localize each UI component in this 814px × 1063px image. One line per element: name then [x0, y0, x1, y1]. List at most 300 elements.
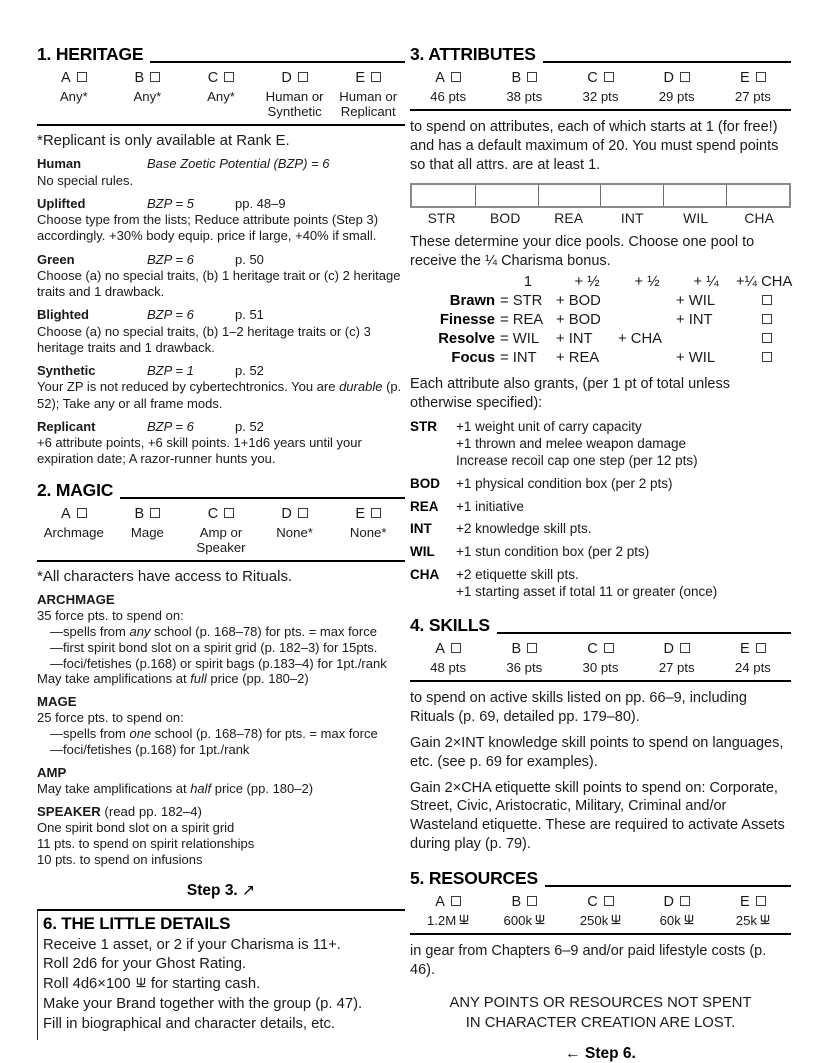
currency-icon — [535, 914, 545, 926]
grant-int — [410, 521, 791, 538]
magic-rank-d-value: None* — [276, 524, 313, 540]
attributes-title: 3. ATTRIBUTES — [410, 44, 536, 64]
magic-speaker — [37, 804, 405, 868]
archmage-heading: ARCHMAGE — [37, 591, 115, 607]
heritage-rank-a-checkbox[interactable] — [77, 72, 87, 82]
attribute-input-box-cha[interactable] — [726, 185, 789, 206]
pool-header-1: 1 — [523, 274, 533, 291]
skills-rank-e-value: 24 pts — [734, 659, 771, 675]
item-italic-text: one — [129, 726, 152, 742]
amp-heading: AMP — [37, 765, 67, 780]
speaker-line: One spirit bond slot on a spirit grid — [37, 820, 235, 836]
magic-amp — [37, 765, 405, 797]
heritage-rank-e-checkbox[interactable] — [371, 72, 381, 82]
rank-letter-b — [486, 889, 562, 911]
pool-resolve-cha-checkbox[interactable] — [762, 333, 772, 343]
heritage-desc: +6 attribute points, +6 skill points. 1+1d6 years until your expiration date; A razor-runner hunts you. — [37, 435, 362, 467]
rank-letter-a — [410, 65, 486, 87]
speaker-heading-label: SPEAKER — [37, 803, 101, 819]
heritage-rank-b-value: Any* — [133, 89, 162, 104]
attribute-input-row — [410, 183, 791, 208]
pool-finesse-cha-checkbox[interactable] — [762, 314, 772, 324]
step-6-note — [410, 1045, 791, 1063]
grant-rea — [410, 499, 791, 516]
magic-rank-a-value: Archmage — [43, 524, 104, 540]
rank-letter-label: D — [663, 640, 674, 657]
item-text: school (p. 168–78) for pts. = max force — [150, 623, 377, 639]
rank-letter-label: C — [207, 70, 219, 86]
magic-rank-e-value: None* — [349, 524, 387, 540]
skills-rank-a-checkbox[interactable] — [451, 643, 461, 653]
attribute-input-box-rea[interactable] — [538, 185, 601, 206]
step-3-label: Step 3. — [186, 881, 238, 899]
skills-paragraph-3: Gain 2×CHA etiquette skill points to spend on: Corporate, Street, Civic, Aristocratic, Military, Criminal and/or Wasteland etiquette. These are required to activate Assets during play (p. 79). — [410, 779, 785, 853]
skills-rank-c-checkbox[interactable] — [604, 643, 614, 653]
pool-focus-c2: + REA — [556, 350, 600, 367]
grant-line: +1 physical condition box (per 2 pts) — [456, 475, 673, 491]
resources-paragraph: in gear from Chapters 6–9 and/or paid lifestyle costs (p. 46). — [410, 943, 767, 978]
attribute-label-cha: CHA — [744, 210, 775, 226]
grant-label-rea: REA — [410, 498, 439, 514]
attributes-rank-b-value: 38 pts — [506, 89, 543, 104]
rank-letter-label: C — [587, 640, 598, 657]
item-text: May take amplifications at — [37, 671, 191, 687]
magic-rank-e-checkbox[interactable] — [371, 508, 381, 518]
rank-letter-label: D — [663, 893, 674, 910]
grant-line: +1 thrown and melee weapon damage — [456, 435, 687, 451]
heritage-footnote: *Replicant is only available at Rank E. — [37, 132, 290, 150]
heritage-bzp: BZP = 1 — [147, 363, 194, 379]
grants-intro: Each attribute also grants, (per 1 pt of total unless otherwise specified): — [410, 376, 730, 412]
pool-finesse-c1: = REA — [500, 312, 544, 329]
pool-resolve-c3: + CHA — [618, 331, 662, 348]
grant-bod — [410, 476, 791, 493]
attribute-label-int: INT — [620, 210, 644, 226]
heritage-title: 1. HERITAGE — [37, 44, 144, 64]
rank-letter-a — [37, 501, 111, 523]
pool-header-quarter-cha: +¼ CHA — [736, 274, 793, 291]
rank-letter-d — [639, 65, 715, 87]
pool-finesse-c3 — [618, 311, 676, 330]
little-details-line: Make your Brand together with the group (p. 47). — [43, 996, 363, 1013]
heritage-rank-d-checkbox[interactable] — [298, 72, 308, 82]
rank-letter-label: D — [281, 70, 292, 86]
heading-rule — [545, 885, 791, 887]
heritage-desc — [37, 379, 405, 412]
rank-letter-e — [715, 65, 791, 87]
rank-letter-c — [184, 501, 258, 523]
heritage-name: Blighted — [37, 307, 89, 323]
pool-focus-checkbox-cell — [736, 349, 791, 368]
resource-amount: 600k — [503, 912, 533, 928]
rank-letter-label: B — [134, 505, 145, 522]
right-column — [410, 44, 791, 1063]
pool-resolve-c2: + INT — [556, 331, 593, 348]
pool-resolve-checkbox-cell — [736, 330, 791, 349]
archmage-item — [37, 624, 405, 640]
pool-brawn-c3 — [618, 292, 676, 311]
rank-letter-label: D — [663, 70, 674, 86]
heritage-rank-c-checkbox[interactable] — [224, 72, 234, 82]
rank-letter-label: A — [435, 893, 445, 910]
heritage-entry-synthetic — [37, 363, 405, 412]
resources-rank-a-value — [410, 911, 486, 933]
rank-letter-e — [715, 889, 791, 911]
grant-cha — [410, 567, 791, 601]
rank-letter-c — [562, 636, 638, 658]
attribute-input-box-wil[interactable] — [663, 185, 726, 206]
rank-letter-b — [111, 501, 185, 523]
currency-icon — [611, 914, 621, 926]
item-text: —spells from — [50, 623, 130, 639]
heritage-page-ref: pp. 48–9 — [235, 195, 286, 211]
attributes-rank-e-value: 27 pts — [734, 89, 771, 104]
attribute-label-bod: BOD — [490, 210, 521, 226]
heritage-page-ref: p. 52 — [235, 363, 264, 379]
attributes-rank-values — [410, 87, 791, 111]
heritage-entry-head — [37, 363, 405, 379]
grant-label-str: STR — [410, 419, 437, 435]
pool-header-spacer — [410, 273, 500, 292]
rank-letter-d — [639, 636, 715, 658]
rank-letter-d — [258, 65, 332, 87]
resources-rank-b-checkbox[interactable] — [527, 896, 537, 906]
heritage-page-ref: p. 51 — [235, 307, 264, 323]
desc-text: (p. 52); Take any or all frame mods. — [37, 379, 402, 411]
mage-item: —foci/fetishes (p.168) for 1pt./rank — [50, 742, 250, 758]
skills-rank-d-value: 27 pts — [658, 659, 695, 675]
item-text: school (p. 168–78) for pts. = max force — [151, 726, 378, 742]
pool-focus-c4: + WIL — [676, 350, 716, 367]
dice-pool-table — [410, 273, 791, 368]
rank-letter-d — [639, 889, 715, 911]
heritage-rank-letters — [37, 65, 405, 87]
skills-paragraph-2: Gain 2×INT knowledge skill points to spend on languages, etc. (see p. 69 for examples). — [410, 734, 784, 770]
heritage-entry-green — [37, 252, 405, 301]
speaker-heading-note: (read pp. 182–4) — [100, 803, 202, 819]
attributes-rank-d-checkbox[interactable] — [680, 72, 690, 82]
grant-str — [410, 419, 791, 470]
skills-rank-b-checkbox[interactable] — [527, 643, 537, 653]
grant-wil — [410, 544, 791, 561]
magic-rank-a-checkbox[interactable] — [77, 508, 87, 518]
magic-mage — [37, 694, 405, 758]
section-resources — [410, 868, 791, 1063]
magic-header — [37, 480, 405, 501]
heritage-desc: Choose (a) no special traits, (b) 1 heritage trait or (c) 2 heritage traits and 1 drawback. — [37, 267, 401, 300]
resources-rank-d-checkbox[interactable] — [680, 896, 690, 906]
heritage-rank-c-value: Any* — [207, 89, 235, 104]
rank-letter-label: B — [511, 70, 522, 86]
magic-rank-values — [37, 523, 405, 562]
attributes-rank-c-value: 32 pts — [582, 89, 619, 104]
heritage-entry-uplifted — [37, 196, 405, 245]
resources-rank-c-value — [562, 911, 638, 933]
rank-letter-label: E — [740, 640, 750, 657]
pool-brawn-cha-checkbox[interactable] — [762, 295, 772, 305]
attribute-input-box-str[interactable] — [412, 185, 475, 206]
rank-letter-label: C — [587, 893, 598, 910]
resource-amount: 25k — [735, 912, 758, 928]
heritage-name: Human — [37, 156, 82, 172]
pool-brawn-checkbox-cell — [736, 292, 791, 311]
cash-text: for starting cash. — [146, 976, 261, 993]
magic-rank-c-checkbox[interactable] — [224, 508, 234, 518]
pool-name-brawn: Brawn — [449, 293, 495, 310]
magic-title: 2. MAGIC — [37, 479, 114, 500]
heritage-desc: Choose (a) no special traits, (b) 1–2 heritage traits or (c) 3 heritage traits and 1 drawback. — [37, 323, 371, 355]
skills-rank-a-value: 48 pts — [430, 659, 467, 675]
warning-line: IN CHARACTER CREATION ARE LOST. — [465, 1015, 736, 1032]
rank-letter-label: A — [60, 70, 71, 86]
resources-rank-b-value — [486, 911, 562, 933]
rank-letter-label: C — [207, 505, 219, 522]
resource-amount: 250k — [579, 912, 609, 928]
pool-header-quarter: + ¼ — [693, 274, 719, 291]
archmage-intro: 35 force pts. to spend on: — [37, 608, 184, 624]
little-details-line: Receive 1 asset, or 2 if your Charisma is 11+. — [43, 936, 341, 953]
resources-header — [410, 868, 791, 889]
resources-rank-letters — [410, 889, 791, 911]
rank-letter-a — [410, 636, 486, 658]
rank-letter-label: D — [281, 505, 292, 522]
resources-title: 5. RESOURCES — [410, 867, 538, 888]
attribute-labels — [410, 211, 791, 226]
little-details-line: Fill in biographical and character details, etc. — [43, 1015, 335, 1032]
little-details-line: Roll 2d6 for your Ghost Rating. — [43, 956, 247, 973]
heritage-page-ref: p. 50 — [235, 251, 264, 267]
resources-rank-a-checkbox[interactable] — [451, 896, 461, 906]
rank-letter-label: E — [740, 70, 750, 86]
heritage-desc: Choose type from the lists; Reduce attribute points (Step 3) accordingly. +30% body equip. price if large, +40% if small. — [37, 212, 379, 244]
grant-line: +1 initiative — [456, 498, 524, 514]
pools-intro: These determine your dice pools. Choose one pool to receive the ¼ Charisma bonus. — [410, 233, 755, 269]
attributes-rank-e-checkbox[interactable] — [756, 72, 766, 82]
heritage-bzp: Base Zoetic Potential (BZP) = 6 — [147, 156, 330, 172]
magic-rank-c-value: Amp or Speaker — [196, 524, 246, 555]
rank-letter-b — [486, 636, 562, 658]
attribute-label-str: STR — [427, 210, 456, 226]
resources-rank-e-checkbox[interactable] — [756, 896, 766, 906]
grant-lines — [456, 419, 698, 470]
section-skills — [410, 615, 791, 854]
attribute-input-box-int[interactable] — [600, 185, 663, 206]
rank-letter-label: E — [355, 505, 366, 522]
currency-icon — [136, 977, 146, 989]
attributes-header — [410, 44, 791, 65]
grant-label-bod: BOD — [410, 475, 440, 491]
mage-intro: 25 force pts. to spend on: — [37, 710, 184, 726]
skills-title: 4. SKILLS — [410, 614, 490, 635]
magic-footnote: *All characters have access to Rituals. — [37, 567, 293, 585]
attribute-label-wil: WIL — [683, 210, 709, 226]
item-italic-text: half — [190, 781, 212, 797]
grant-label-wil: WIL — [410, 544, 435, 560]
heritage-entry-head — [37, 252, 405, 268]
rank-letter-label: A — [435, 640, 445, 657]
section-magic — [37, 480, 405, 900]
archmage-outro — [37, 671, 405, 687]
heritage-entry-head — [37, 307, 405, 323]
rank-letter-b — [486, 65, 562, 87]
grant-line: +1 starting asset if total 11 or greater (once) — [456, 584, 718, 600]
attributes-rank-letters — [410, 65, 791, 87]
pool-focus-c1: = INT — [500, 350, 537, 367]
rank-letter-e — [715, 636, 791, 658]
pool-finesse-c2: + BOD — [556, 312, 601, 329]
archmage-item: —foci/fetishes (p.168) or spirit bags (p.183–4) for 1pt./rank — [50, 655, 387, 671]
pool-name-finesse: Finesse — [439, 312, 495, 329]
rank-letter-label: C — [587, 70, 598, 86]
pool-brawn-c4: + WIL — [676, 293, 716, 310]
skills-header — [410, 615, 791, 636]
desc-italic-text: durable — [339, 379, 383, 395]
rank-letter-d — [258, 501, 332, 523]
heritage-bzp: BZP = 6 — [147, 307, 194, 323]
rank-letter-label: B — [134, 70, 145, 86]
rank-letter-label: B — [511, 893, 522, 910]
rank-letter-a — [37, 65, 111, 87]
rank-letter-c — [562, 889, 638, 911]
pool-focus-cha-checkbox[interactable] — [762, 352, 772, 362]
heritage-entry-human — [37, 156, 405, 189]
heritage-rank-b-checkbox[interactable] — [150, 72, 160, 82]
skills-paragraph-1: to spend on active skills listed on pp. 66–9, including Rituals (p. 69, detailed pp. 179–80). — [410, 690, 747, 725]
item-text: price (pp. 180–2) — [206, 671, 309, 687]
skills-rank-c-value: 30 pts — [582, 659, 619, 675]
grant-line: +2 etiquette skill pts. — [456, 567, 579, 583]
magic-rank-letters — [37, 501, 405, 523]
little-details-line-cash — [43, 975, 405, 995]
heritage-name: Green — [37, 251, 75, 267]
speaker-line: 11 pts. to spend on spirit relationships — [37, 835, 255, 851]
resources-rank-e-value — [715, 911, 791, 933]
rank-letter-label: E — [740, 893, 750, 910]
resource-amount: 60k — [659, 912, 681, 928]
section-little-details — [37, 909, 405, 1040]
attributes-rank-d-value: 29 pts — [658, 89, 695, 104]
rank-letter-a — [410, 889, 486, 911]
resources-rank-c-checkbox[interactable] — [604, 896, 614, 906]
grant-label-int: INT — [410, 521, 432, 537]
pool-brawn-c1: = STR — [500, 293, 543, 310]
heritage-header — [37, 44, 405, 65]
warning-line: ANY POINTS OR RESOURCES NOT SPENT — [449, 994, 752, 1011]
skills-rank-values — [410, 658, 791, 682]
heritage-bzp: BZP = 6 — [147, 251, 194, 267]
attributes-rank-a-value: 46 pts — [430, 89, 467, 104]
heritage-name: Replicant — [37, 418, 96, 434]
heading-rule — [497, 632, 791, 634]
attributes-rank-b-checkbox[interactable] — [527, 72, 537, 82]
pool-brawn-c2: + BOD — [556, 293, 601, 310]
rank-letter-label: A — [60, 505, 71, 522]
mage-item — [37, 726, 405, 742]
grant-lines — [456, 567, 717, 601]
magic-rank-d-checkbox[interactable] — [298, 508, 308, 518]
rank-letter-e — [331, 501, 405, 523]
unspent-points-warning — [410, 993, 791, 1034]
magic-rank-b-checkbox[interactable] — [150, 508, 160, 518]
pool-resolve-c1: = WIL — [500, 331, 540, 348]
pool-focus-c3 — [618, 349, 676, 368]
rank-letter-e — [331, 65, 405, 87]
heritage-desc: No special rules. — [37, 172, 134, 188]
currency-icon — [760, 914, 770, 926]
pool-resolve-c4 — [676, 330, 736, 349]
archmage-item: —first spirit bond slot on a spirit grid (p. 182–3) for 15pts. — [50, 639, 378, 655]
skills-rank-e-checkbox[interactable] — [756, 643, 766, 653]
pool-finesse-c4: + INT — [676, 312, 713, 329]
desc-text: Your ZP is not reduced by cybertechtronics. You are — [37, 379, 340, 395]
heading-rule — [543, 61, 791, 63]
attributes-rank-c-checkbox[interactable] — [604, 72, 614, 82]
item-text: May take amplifications at — [37, 781, 191, 797]
heading-rule — [120, 497, 405, 499]
speaker-line: 10 pts. to spend on infusions — [37, 851, 203, 867]
heritage-entry-head — [37, 156, 405, 172]
item-text: —spells from — [50, 726, 130, 742]
rank-letter-label: B — [511, 640, 522, 657]
heritage-entry-replicant — [37, 419, 405, 468]
attribute-input-box-bod[interactable] — [475, 185, 538, 206]
pool-name-resolve: Resolve — [438, 331, 495, 348]
heritage-page-ref: p. 52 — [235, 418, 264, 434]
item-italic-text: any — [129, 623, 151, 639]
grant-label-cha: CHA — [410, 567, 440, 583]
section-attributes — [410, 44, 791, 601]
heritage-name: Synthetic — [37, 363, 96, 379]
grant-line: +1 weight unit of carry capacity — [456, 419, 642, 435]
rank-letter-c — [562, 65, 638, 87]
step-3-note — [37, 881, 405, 900]
arrow-left-icon: ← — [565, 1044, 581, 1062]
skills-rank-d-checkbox[interactable] — [680, 643, 690, 653]
resources-rank-values — [410, 911, 791, 935]
item-italic-text: full — [190, 671, 207, 687]
heritage-entry-blighted — [37, 307, 405, 356]
heritage-name: Uplifted — [37, 195, 86, 211]
heritage-bzp: BZP = 6 — [147, 418, 194, 434]
rank-letter-c — [184, 65, 258, 87]
speaker-heading — [37, 804, 405, 820]
heritage-bzp: BZP = 5 — [147, 195, 194, 211]
cash-text: Roll 4d6×100 — [43, 976, 135, 993]
amp-line — [37, 781, 405, 797]
grant-line: Increase recoil cap one step (per 12 pts) — [456, 452, 698, 468]
rank-letter-b — [111, 65, 185, 87]
attributes-rank-a-checkbox[interactable] — [451, 72, 461, 82]
left-column — [37, 44, 405, 1040]
attribute-label-rea: REA — [554, 210, 584, 226]
little-details-title: 6. THE LITTLE DETAILS — [43, 913, 231, 933]
magic-rank-b-value: Mage — [130, 524, 164, 540]
pool-name-focus: Focus — [451, 350, 495, 367]
resource-amount: 1.2M — [426, 912, 457, 928]
magic-archmage — [37, 592, 405, 687]
skills-rank-b-value: 36 pts — [506, 659, 543, 675]
heritage-rank-e-value: Human or Replicant — [339, 89, 398, 120]
resources-rank-d-value — [639, 911, 715, 933]
item-text: price (pp. 180–2) — [211, 781, 314, 797]
currency-icon — [684, 914, 694, 926]
rank-letter-label: A — [435, 70, 445, 86]
heritage-rank-d-value: Human or Synthetic — [265, 89, 324, 120]
grant-line: +1 stun condition box (per 2 pts) — [456, 544, 650, 560]
rank-letter-label: E — [355, 70, 366, 86]
heritage-entry-head — [37, 196, 405, 212]
heading-rule — [150, 61, 405, 63]
